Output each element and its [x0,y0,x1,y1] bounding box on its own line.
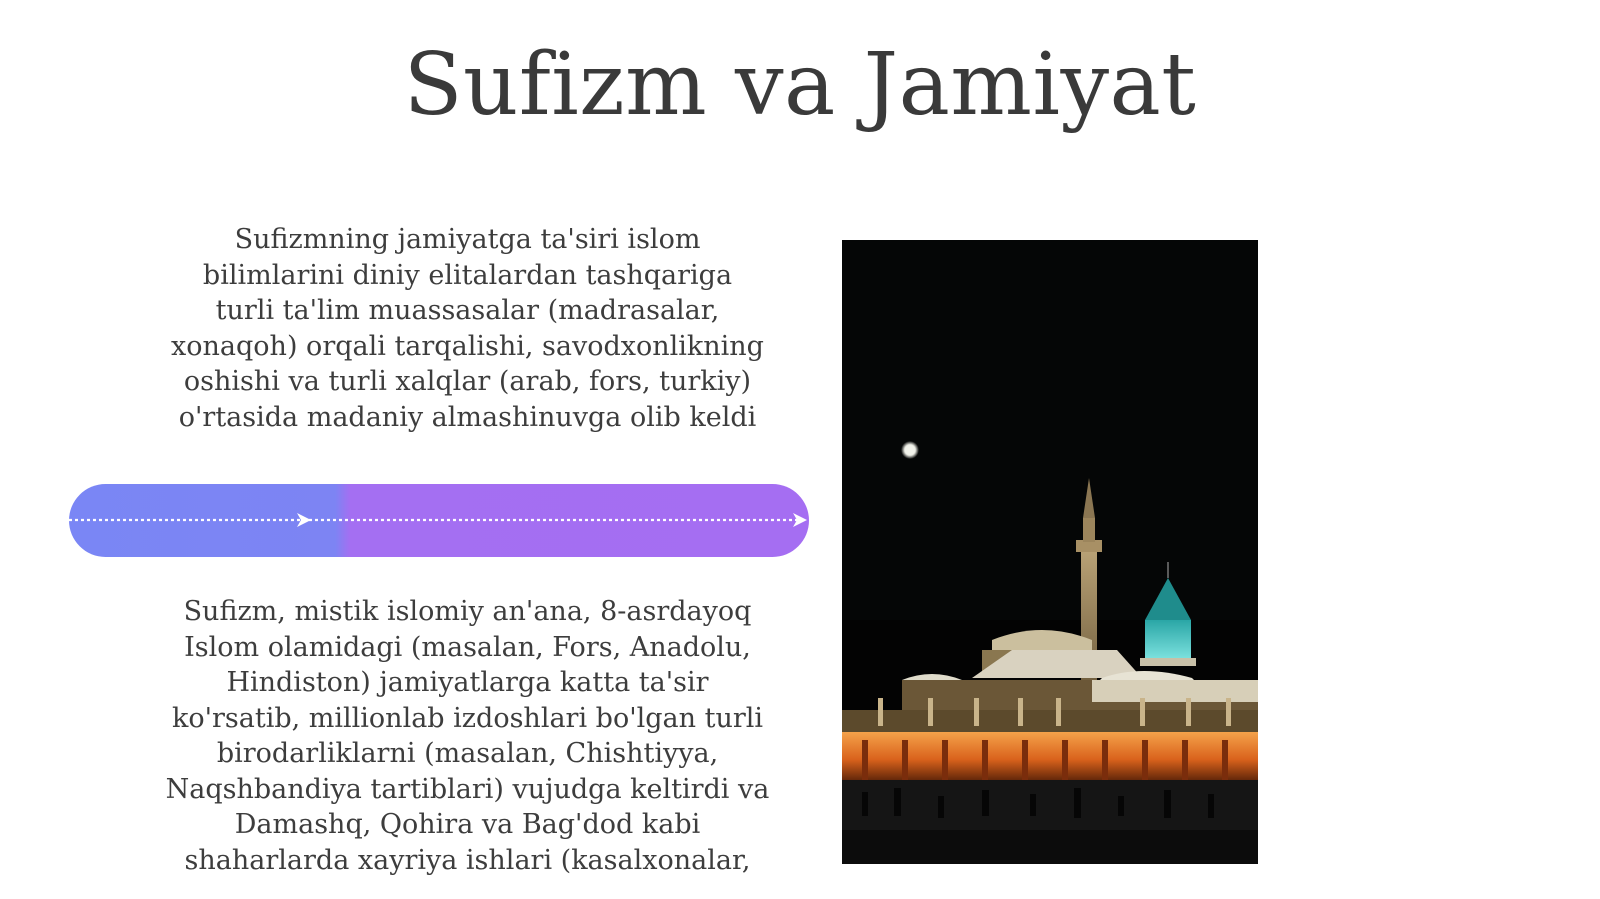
paragraph-top: Sufizmning jamiyatga ta'siri islom bilimlarini diniy elitalardan tashqariga turli ta'lim muassasalar (madrasalar, xonaqoh) orqali tarqalishi, savodxonlikning oshishi va turli xalqlar (arab, fors, turkiy) o'rtasida madaniy almashinuvga olib keldi [171,224,764,433]
mosque-night-photo [842,240,1258,864]
paragraph-bottom: Sufizm, mistik islomiy an'ana, 8-asrdayoq Islom olamidagi (masalan, Fors, Anadolu, Hindiston) jamiyatlarga katta ta'sir ko'rsatib, millionlab izdoshlari bo'lgan turli birodarliklarni (masalan, Chishtiyya, Naqshbandiya tartiblari) vujudga keltirdi va Damashq, Qohira va Bag'dod kabi shaharlarda xayriya ishlari (kasalxonalar, [165,596,770,876]
timeline-arrow-band [69,484,809,557]
timeline-arrow-graphic [69,484,809,557]
slide-title: Sufizm va Jamiyat [403,35,1197,135]
